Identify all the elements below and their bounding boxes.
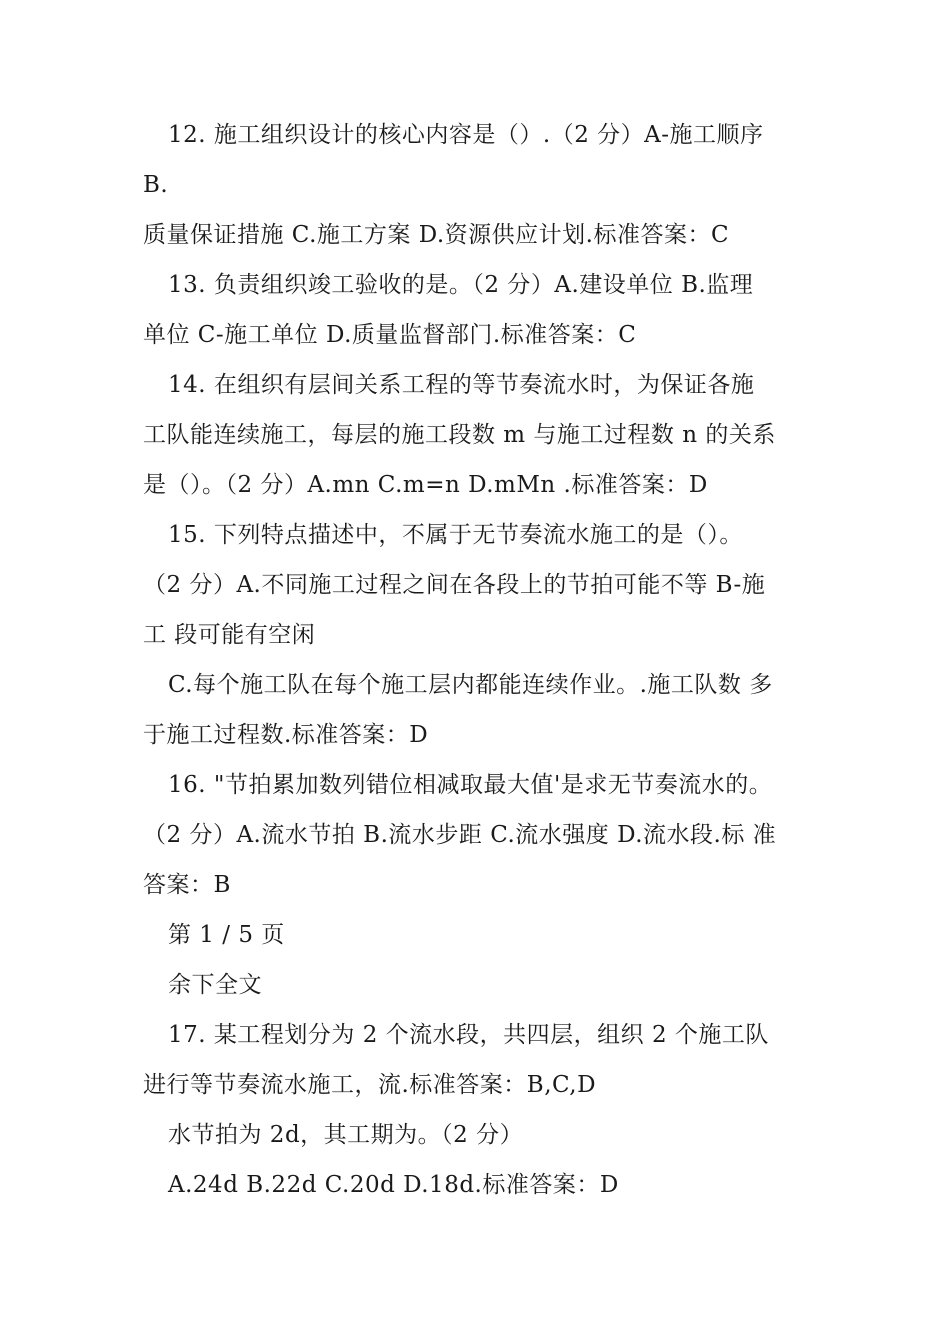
question-15-line-3: 工 段可能有空闲	[143, 622, 316, 648]
question-15-line-5: 于施工过程数.标准答案：D	[143, 722, 429, 748]
question-12-line-2: B.	[143, 172, 169, 198]
read-more-text: 余下全文	[168, 972, 262, 998]
question-12-line-1: 12. 施工组织设计的核心内容是（）.（2 分）A-施工顺序	[168, 122, 764, 148]
question-17-line-3: 水节拍为 2d，其工期为。（2 分）	[168, 1122, 524, 1148]
page-number: 第 1 / 5 页	[168, 922, 285, 948]
question-15-line-4: C.每个施工队在每个施工层内都能连续作业。.施工队数 多	[168, 672, 773, 698]
question-16-line-3: 答案：B	[143, 872, 231, 898]
question-15-line-2: （2 分）A.不同施工过程之间在各段上的节拍可能不等 B-施	[143, 572, 766, 598]
question-17-line-2: 进行等节奏流水施工，流.标准答案：B,C,D	[143, 1072, 597, 1098]
question-14-line-3: 是（）。（2 分）A.mn C.m=n D.mMn .标准答案：D	[143, 472, 708, 498]
question-13-line-2: 单位 C-施工单位 D.质量监督部门.标准答案：C	[143, 322, 637, 348]
question-16-line-2: （2 分）A.流水节拍 B.流水步距 C.流水强度 D.流水段.标 准	[143, 822, 777, 848]
question-17-line-4: A.24d B.22d C.20d D.18d.标准答案：D	[168, 1172, 619, 1198]
question-14-line-1: 14. 在组织有层间关系工程的等节奏流水时，为保证各施	[168, 372, 755, 398]
question-16-line-1: 16. "节拍累加数列错位相减取最大值'是求无节奏流水的。	[168, 772, 773, 798]
question-17-line-1: 17. 某工程划分为 2 个流水段，共四层，组织 2 个施工队	[168, 1022, 769, 1048]
question-13-line-1: 13. 负责组织竣工验收的是。（2 分）A.建设单位 B.监理	[168, 272, 754, 298]
question-14-line-2: 工队能连续施工，每层的施工段数 m 与施工过程数 n 的关系	[143, 422, 776, 448]
question-15-line-1: 15. 下列特点描述中，不属于无节奏流水施工的是（）。	[168, 522, 743, 548]
question-12-line-3: 质量保证措施 C.施工方案 D.资源供应计划.标准答案：C	[143, 222, 730, 248]
